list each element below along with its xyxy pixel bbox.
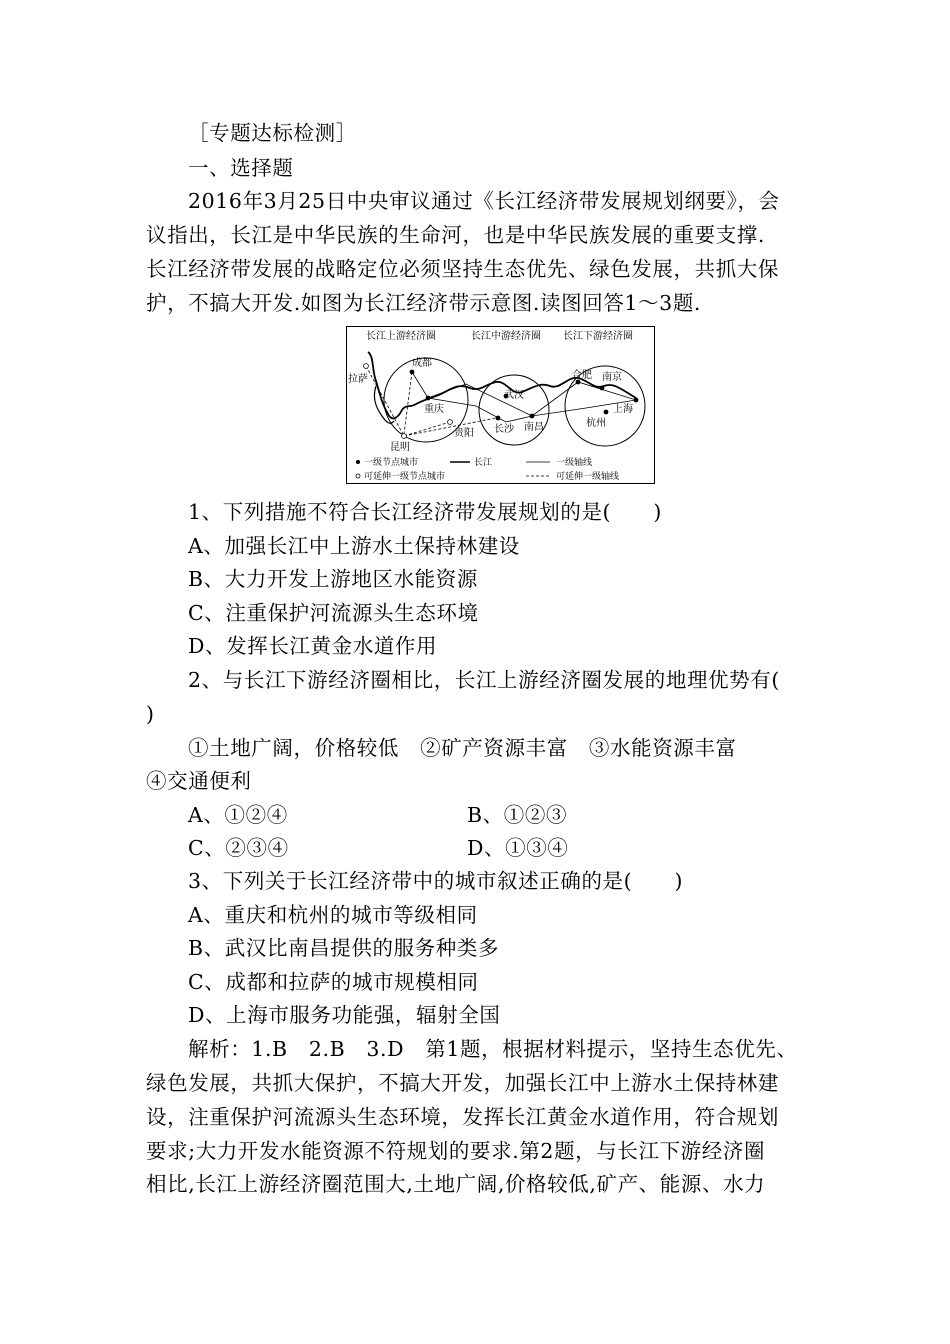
intro-line-4: 护，不搞大开发.如图为长江经济带示意图.读图回答1～3题. — [146, 291, 702, 315]
lasa-label: 拉萨 — [348, 374, 368, 385]
guiyang-dot — [448, 420, 453, 425]
legend-ext-axis: 可延伸一级轴线 — [556, 472, 620, 482]
q3-option-b: B、武汉比南昌提供的服务种类多 — [188, 936, 500, 960]
intro-line-2: 议指出，长江是中华民族的生命河，也是中华民族发展的重要支撑. — [146, 223, 766, 247]
nanchang-dot — [530, 414, 535, 419]
shanghai-label: 上海 — [613, 404, 633, 415]
chongqing-label: 重庆 — [424, 404, 444, 415]
q3-option-c: C、成都和拉萨的城市规模相同 — [188, 970, 479, 994]
q1-stem: 1、下列措施不符合长江经济带发展规划的是( ) — [188, 500, 662, 524]
legend-ext-city-symbol — [356, 474, 360, 478]
q2-option-d: D、①③④ — [467, 836, 569, 860]
analysis-line-5: 相比,长江上游经济圈范围大,土地广阔,价格较低,矿产、能源、水力 — [146, 1172, 766, 1196]
legend-node-city: 一级节点城市 — [364, 458, 419, 468]
changsha-label: 长沙 — [494, 424, 514, 435]
analysis-line-4: 要求;大力开发水能资源不符规划的要求.第2题，与长江下游经济圈 — [146, 1139, 766, 1163]
legend-ext-city: 可延伸一级节点城市 — [364, 472, 446, 482]
kunming-label: 昆明 — [390, 442, 410, 453]
section-title: 一、选择题 — [188, 156, 294, 180]
changsha-dot — [496, 416, 501, 421]
hangzhou-label: 杭州 — [586, 418, 606, 429]
hefei-label: 合肥 — [572, 370, 592, 381]
q1-option-b: B、大力开发上游地区水能资源 — [188, 567, 478, 591]
q2-items-line-1: ①土地广阔，价格较低 ②矿产资源丰富 ③水能资源丰富 — [188, 736, 737, 760]
legend-river: 长江 — [474, 458, 493, 468]
legend-node-symbol — [356, 460, 360, 464]
chengdu-dot — [410, 370, 415, 375]
analysis-line-3: 设，注重保护河流源头生态环境，发挥长江黄金水道作用，符合规划 — [146, 1105, 779, 1129]
chongqing-dot — [426, 396, 431, 401]
wuhan-label: 武汉 — [504, 390, 524, 401]
q2-option-c: C、②③④ — [188, 836, 289, 860]
chengdu-label: 成都 — [412, 358, 432, 369]
q2-option-a: A、①②④ — [188, 803, 288, 827]
legend-axis: 一级轴线 — [556, 458, 593, 468]
analysis-line-2: 绿色发展，共抓大保护，不搞大开发，加强长江中上游水土保持林建 — [146, 1071, 779, 1095]
q3-option-a: A、重庆和杭州的城市等级相同 — [188, 903, 478, 927]
q2-stem: 2、与长江下游经济圈相比，长江上游经济圈发展的地理优势有( — [188, 668, 780, 692]
yangtze-belt-map — [346, 326, 655, 484]
q1-option-a: A、加强长江中上游水土保持林建设 — [188, 534, 520, 558]
intro-line-1: 2016年3月25日中央审议通过《长江经济带发展规划纲要》，会 — [188, 189, 780, 213]
nanjing-label: 南京 — [602, 372, 622, 383]
zone-upper-label: 长江上游经济圈 — [366, 331, 436, 342]
kunming-dot — [402, 434, 407, 439]
q1-option-d: D、发挥长江黄金水道作用 — [188, 634, 438, 658]
analysis-line-1: 解析：1.B 2.B 3.D 第1题，根据材料提示，坚持生态优先、 — [188, 1037, 798, 1061]
q3-stem: 3、下列关于长江经济带中的城市叙述正确的是( ) — [188, 869, 684, 893]
q1-option-c: C、注重保护河流源头生态环境 — [188, 601, 479, 625]
q2-items-line-2: ④交通便利 — [146, 769, 252, 793]
q2-option-b: B、①②③ — [467, 803, 568, 827]
q2-stem-cont: ) — [146, 702, 155, 726]
intro-line-3: 长江经济带发展的战略定位必须坚持生态优先、绿色发展，共抓大保 — [146, 257, 779, 281]
zone-middle-label: 长江中游经济圈 — [471, 331, 541, 342]
hangzhou-dot — [604, 410, 609, 415]
nanjing-dot — [600, 386, 605, 391]
zone-lower-label: 长江下游经济圈 — [563, 331, 633, 342]
guiyang-label: 贵阳 — [454, 428, 474, 439]
q3-option-d: D、上海市服务功能强，辐射全国 — [188, 1003, 501, 1027]
nanchang-label: 南昌 — [524, 422, 544, 433]
doc-header: ［专题达标检测］ — [188, 121, 357, 145]
lasa-dot — [364, 364, 369, 369]
shanghai-dot — [634, 398, 639, 403]
